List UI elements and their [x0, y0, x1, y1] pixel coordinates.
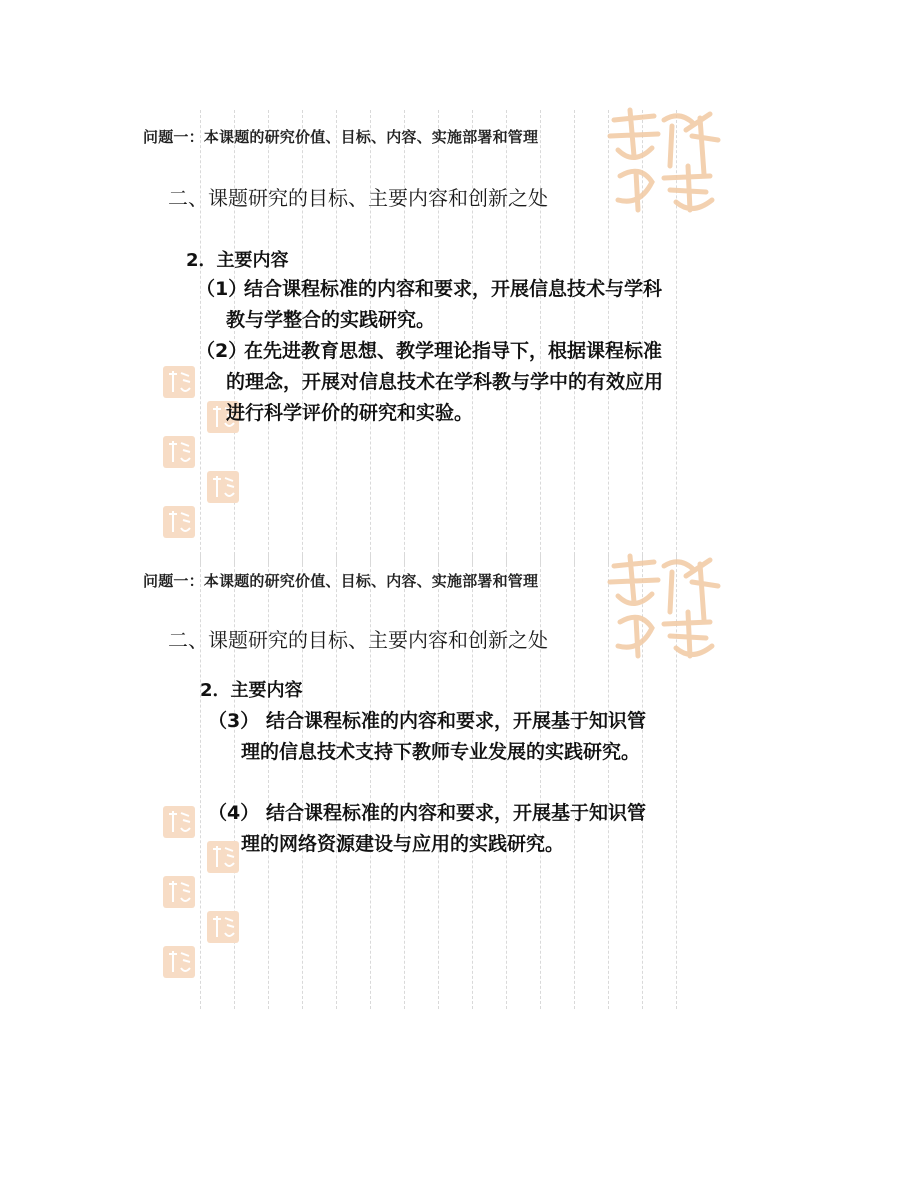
square-seal-stamp-icon [207, 471, 239, 503]
question-heading: 问题一：本课题的研究价值、目标、内容、实施部署和管理 [143, 572, 539, 590]
question-heading: 问题一：本课题的研究价值、目标、内容、实施部署和管理 [143, 128, 539, 146]
calligraphy-seal-icon [600, 552, 730, 662]
content-item [196, 336, 666, 429]
item-text: 在先进教育思想、教学理论指导下，根据课程标准的理念，开展对信息技术在学科教与学中的有效应用进行科学评价的研究和实验。 [226, 340, 664, 424]
grid-line [438, 554, 439, 1009]
slide-1 [0, 100, 920, 550]
square-seal-stamp-icon [163, 806, 195, 838]
grid-line [574, 554, 575, 1009]
section-title: 二、课题研究的目标、主要内容和创新之处 [168, 186, 548, 210]
grid-line [540, 554, 541, 1009]
item-text: 结合课程标准的内容和要求，开展基于知识管理的信息技术支持下教师专业发展的实践研究。 [241, 710, 647, 763]
slide-2 [0, 544, 920, 994]
item-number: （4） [208, 802, 260, 824]
item-number: （2） [196, 340, 248, 362]
grid-line [506, 554, 507, 1009]
item-text: 结合课程标准的内容和要求，开展基于知识管理的网络资源建设与应用的实践研究。 [241, 802, 647, 855]
grid-line [200, 554, 201, 1009]
square-seal-stamp-icon [207, 911, 239, 943]
item-text: 结合课程标准的内容和要求，开展信息技术与学科教与学整合的实践研究。 [226, 278, 663, 331]
grid-line [404, 554, 405, 1009]
grid-line [370, 554, 371, 1009]
content-item [208, 706, 660, 768]
grid-line [336, 554, 337, 1009]
content-item [196, 274, 666, 336]
square-seal-stamp-icon [163, 876, 195, 908]
square-seal-stamp-icon [163, 946, 195, 978]
square-seal-stamp-icon [163, 506, 195, 538]
item-number: （1） [196, 278, 248, 300]
grid-line [472, 554, 473, 1009]
grid-line [268, 554, 269, 1009]
subtitle: 2．主要内容 [200, 680, 303, 701]
square-seal-stamp-icon [163, 366, 195, 398]
subtitle: 2．主要内容 [186, 250, 289, 271]
item-number: （3） [208, 710, 260, 732]
section-title: 二、课题研究的目标、主要内容和创新之处 [168, 628, 548, 652]
calligraphy-seal-icon [600, 106, 730, 216]
square-seal-stamp-icon [163, 436, 195, 468]
grid-line [302, 554, 303, 1009]
content-item [208, 798, 660, 860]
